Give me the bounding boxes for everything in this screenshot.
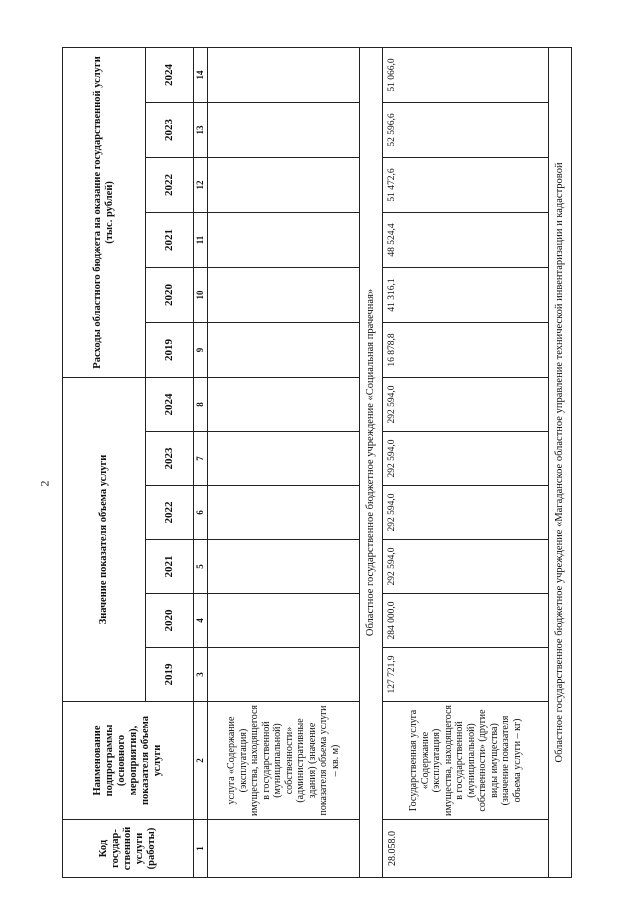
value-cell: 292 594,0: [383, 540, 549, 594]
section-row: [549, 47, 572, 877]
value-cell: [208, 47, 360, 102]
column-number: 3: [194, 648, 208, 702]
column-number: 9: [194, 322, 208, 377]
value-cell: 292 594,0: [383, 432, 549, 486]
volume-year: 2023: [146, 432, 194, 486]
value-cell: [208, 648, 360, 702]
column-number: 6: [194, 486, 208, 540]
column-number: 4: [194, 594, 208, 648]
value-cell: [208, 377, 360, 431]
section-title: Областное государственное бюджетное учреждение «Магаданское областное управление технической инвентаризации и кадастровой: [549, 47, 572, 877]
code-header: Код государ-ственной услуги (работы): [63, 820, 194, 878]
value-cell: [208, 432, 360, 486]
value-cell: 292 594,0: [383, 486, 549, 540]
expense-year: 2021: [146, 212, 194, 267]
column-number: 2: [194, 702, 208, 820]
volume-year: 2022: [146, 486, 194, 540]
column-number: 12: [194, 157, 208, 212]
expense-year: 2022: [146, 157, 194, 212]
header-row-1: [63, 47, 146, 877]
rotated-page: [62, 48, 572, 878]
expense-header: Расходы областного бюджета на оказание государственной услуги (тыс. рублей): [63, 47, 146, 377]
column-number: 10: [194, 267, 208, 322]
service-name: услуга «Содержание (эксплуатация) имущества, находящегося в государственной (муниципальной) собственности» (административные здания) (значение показателя объема услуги – кв. м): [208, 702, 360, 820]
value-cell: 41 316,1: [383, 267, 549, 322]
value-cell: 292 594,0: [383, 377, 549, 431]
page-number: 2: [37, 480, 52, 487]
column-number: 11: [194, 212, 208, 267]
value-cell: [208, 267, 360, 322]
service-code: 28.058.0: [383, 820, 549, 878]
service-name: Государственная услуга «Содержание (эксплуатация) имущества, находящегося в государственной (муниципальной) собственности» (другие виды имущества) (значение показателя объема услуги – кг): [383, 702, 549, 820]
table-row: [208, 47, 360, 877]
value-cell: [208, 486, 360, 540]
column-number: 8: [194, 377, 208, 431]
expense-year: 2020: [146, 267, 194, 322]
volume-year: 2021: [146, 540, 194, 594]
value-cell: 52 596,6: [383, 102, 549, 157]
services-table: [62, 47, 572, 878]
column-number: 7: [194, 432, 208, 486]
value-cell: [208, 212, 360, 267]
column-number: 14: [194, 47, 208, 102]
value-cell: 16 878,8: [383, 322, 549, 377]
value-cell: [208, 102, 360, 157]
value-cell: [208, 322, 360, 377]
service-code: [208, 820, 360, 878]
expense-year: 2024: [146, 47, 194, 102]
column-number-row: [194, 47, 208, 877]
expense-year: 2019: [146, 322, 194, 377]
expense-year: 2023: [146, 102, 194, 157]
value-cell: [208, 594, 360, 648]
section-row: [360, 47, 383, 877]
value-cell: [208, 157, 360, 212]
volume-year: 2019: [146, 648, 194, 702]
column-number: 5: [194, 540, 208, 594]
value-cell: 127 721,9: [383, 648, 549, 702]
column-number: 13: [194, 102, 208, 157]
volume-year: 2024: [146, 377, 194, 431]
value-cell: [208, 540, 360, 594]
column-number: 1: [194, 820, 208, 878]
value-cell: 48 524,4: [383, 212, 549, 267]
volume-header: Значение показателя объема услуги: [63, 377, 146, 701]
section-title: Областное государственное бюджетное учреждение «Социальная прачечная»: [360, 47, 383, 877]
table-row: [383, 47, 549, 877]
name-header: Наименование подпрограммы (основного мероприятия), показателя объема услуги: [63, 702, 194, 820]
value-cell: 51 472,6: [383, 157, 549, 212]
value-cell: 51 066,0: [383, 47, 549, 102]
volume-year: 2020: [146, 594, 194, 648]
value-cell: 284 000,0: [383, 594, 549, 648]
